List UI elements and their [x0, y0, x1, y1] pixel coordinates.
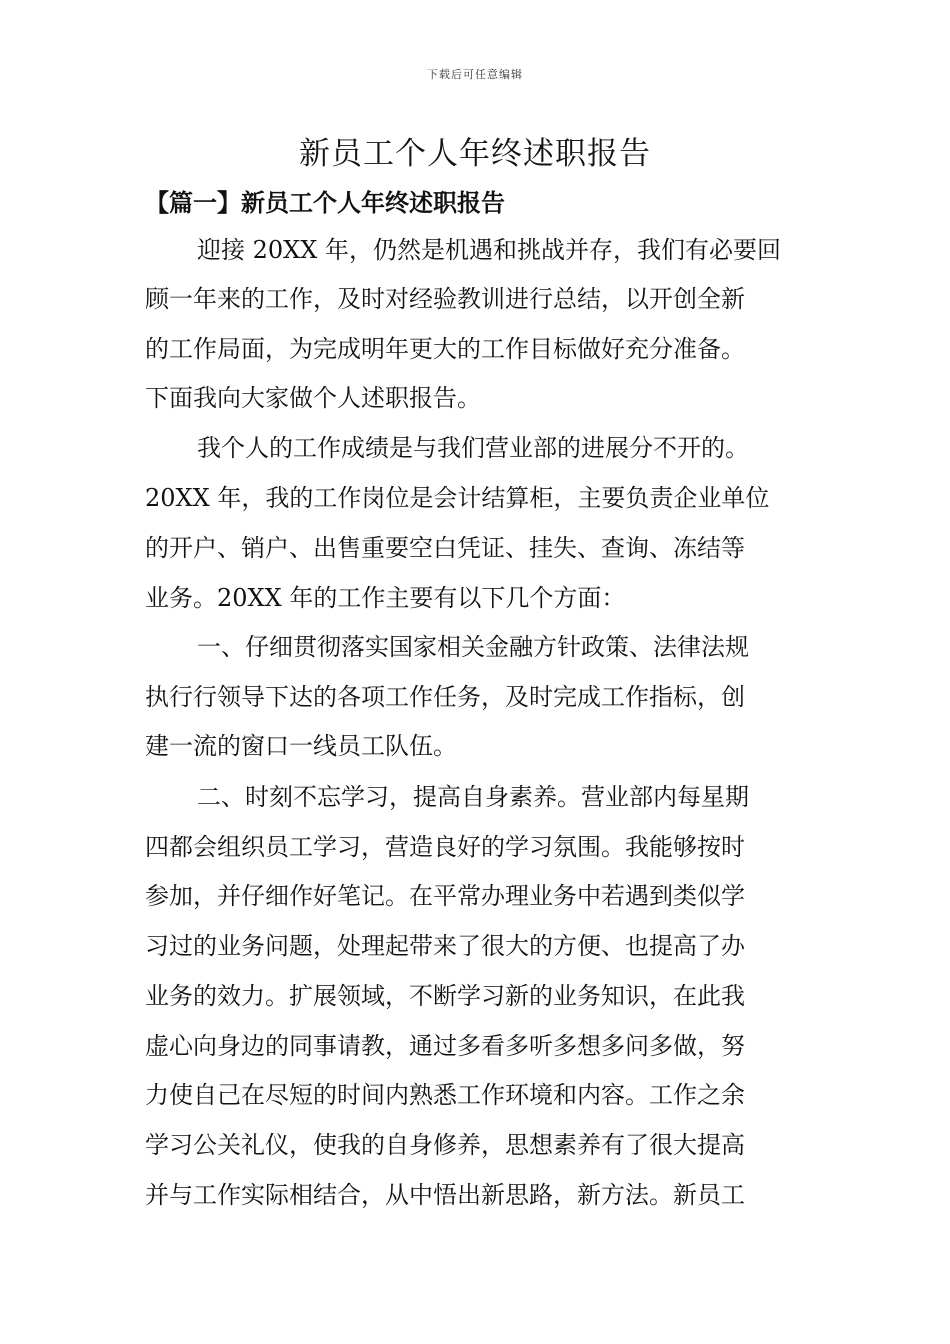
paragraph-line: 的工作局面，为完成明年更大的工作目标做好充分准备。	[145, 335, 745, 363]
paragraph-line: 习过的业务问题，处理起带来了很大的方便、也提高了办	[145, 932, 745, 960]
paragraph-line: 二、时刻不忘学习，提高自身素养。营业部内每星期	[197, 783, 749, 811]
paragraph-line: 的开户、销户、出售重要空白凭证、挂失、查询、冻结等	[145, 534, 745, 562]
paragraph-line: 参加，并仔细作好笔记。在平常办理业务中若遇到类似学	[145, 882, 745, 910]
paragraph-line: 并与工作实际相结合，从中悟出新思路，新方法。新员工	[145, 1181, 745, 1209]
paragraph-line: 下面我向大家做个人述职报告。	[145, 384, 481, 412]
paragraph-line: 虚心向身边的同事请教，通过多看多听多想多问多做，努	[145, 1032, 745, 1060]
paragraph-line: 顾一年来的工作，及时对经验教训进行总结，以开创全新	[145, 285, 745, 313]
paragraph-line: 四都会组织员工学习，营造良好的学习氛围。我能够按时	[145, 833, 745, 861]
paragraph-line: 力使自己在尽短的时间内熟悉工作环境和内容。工作之余	[145, 1081, 745, 1109]
paragraph-line: 建一流的窗口一线员工队伍。	[145, 732, 457, 760]
document-title: 新员工个人年终述职报告	[299, 136, 651, 172]
paragraph-line: 业务的效力。扩展领域，不断学习新的业务知识，在此我	[145, 982, 745, 1010]
paragraph-line: 业务。20XX 年的工作主要有以下几个方面：	[145, 584, 626, 612]
paragraph-line: 我个人的工作成绩是与我们营业部的进展分不开的。	[197, 434, 749, 462]
paragraph-line: 迎接 20XX 年，仍然是机遇和挑战并存，我们有必要回	[197, 236, 781, 264]
paragraph-line: 执行行领导下达的各项工作任务，及时完成工作指标，创	[145, 683, 745, 711]
header-note: 下载后可任意编辑	[427, 68, 523, 81]
paragraph-line: 学习公关礼仪，使我的自身修养，思想素养有了很大提高	[145, 1131, 745, 1159]
section-title: 【篇一】新员工个人年终述职报告	[145, 188, 505, 217]
paragraph-line: 20XX 年，我的工作岗位是会计结算柜，主要负责企业单位	[145, 484, 770, 512]
paragraph-line: 一、仔细贯彻落实国家相关金融方针政策、法律法规	[197, 633, 749, 661]
